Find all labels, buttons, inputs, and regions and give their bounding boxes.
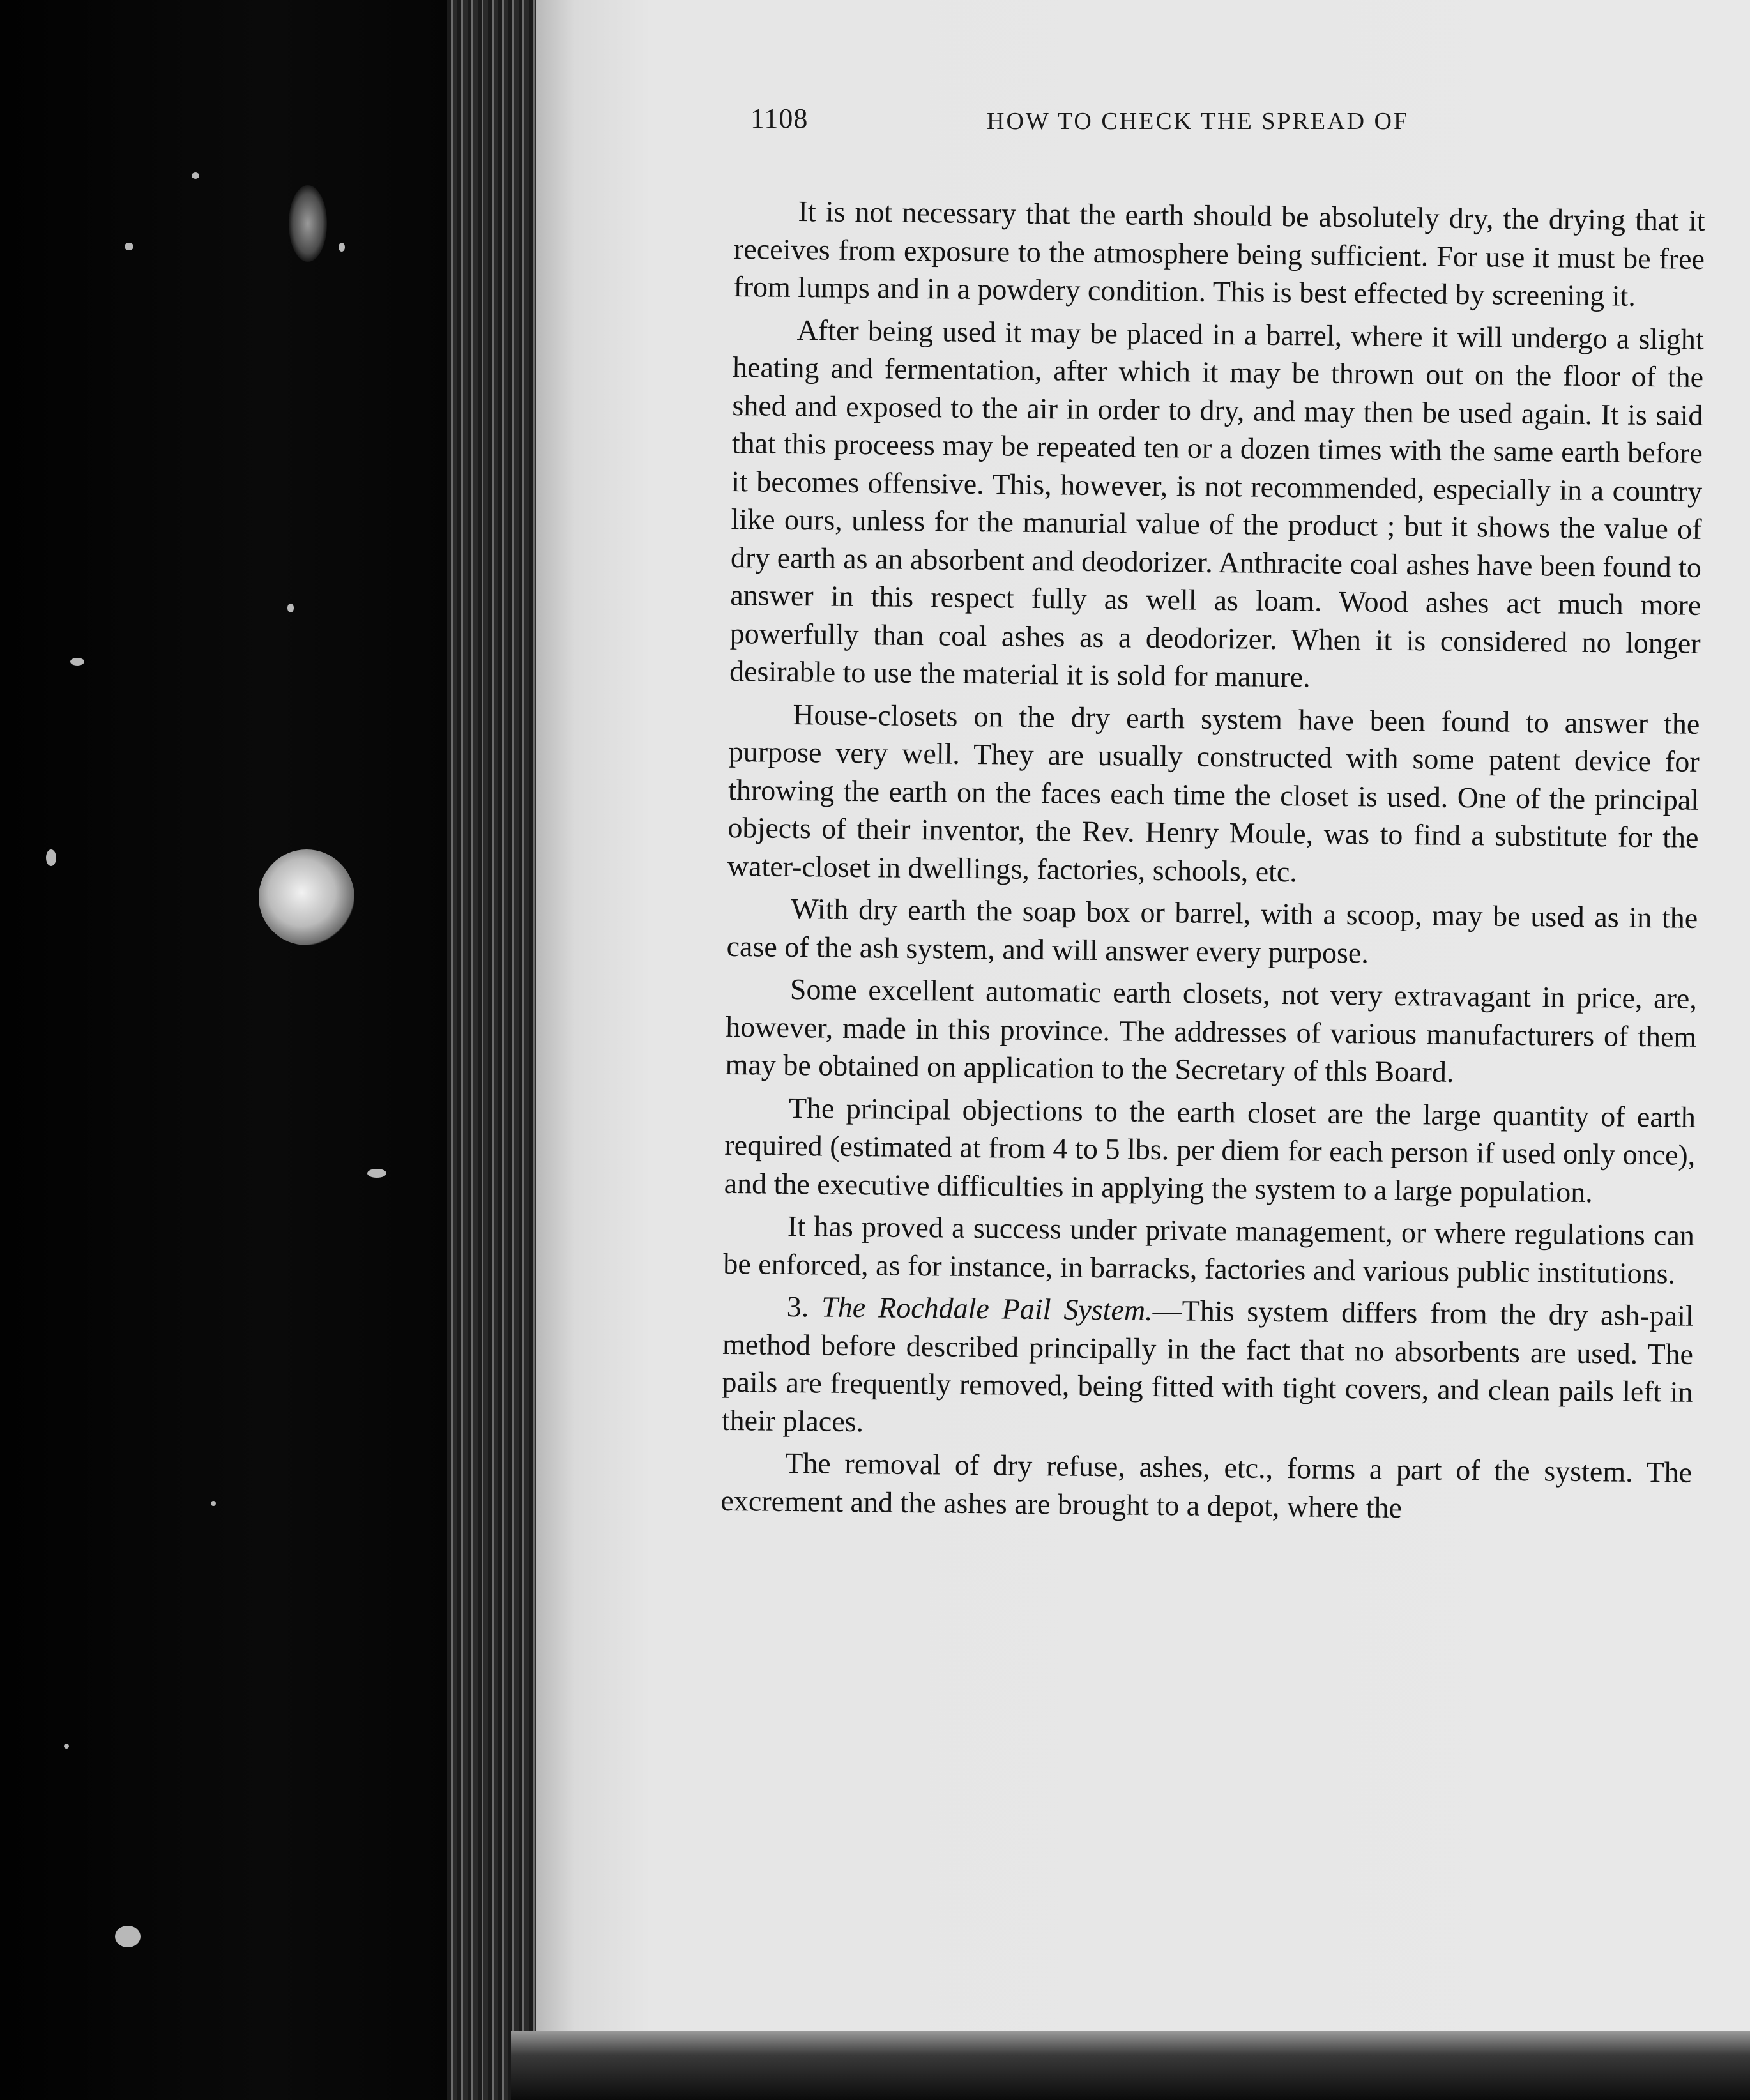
- paragraph: With dry earth the soap box or barrel, with a scoop, may be used as in the case of the ash system, and will answer every purpose.: [726, 892, 1698, 969]
- body-text: [720, 192, 1705, 1534]
- dust-speck: [367, 1169, 386, 1178]
- page-number: 1108: [750, 103, 809, 134]
- dust-speck: [64, 1744, 69, 1749]
- paragraph: It is not necessary that the earth should be absolutely dry, the drying that it receives from exposure to the atmosphere being sufficient. For use it must be free from lumps and in a powdery condition. This is best effected by screening it.: [733, 195, 1705, 312]
- paragraph: House-closets on the dry earth system have been found to answer the purpose very well. They are usually constructed with some patent device for throwing the earth on the faces each time the closet is used. One of the principal objects of their inventor, the Rev. Henry Moule, was to find a substitute for the water-closet in dwellings, factories, schools, etc.: [727, 697, 1700, 888]
- dust-speck: [192, 172, 199, 179]
- dust-speck: [339, 243, 345, 252]
- paragraph: The principal objections to the earth closet are the large quantity of earth required (estimated at from 4 to 5 lbs. per diem for each person if used only once), and the executive difficulties in applying the system to a large population.: [724, 1091, 1696, 1208]
- paragraph: It has proved a success under private management, or where regulations can be enforced, as for instance, in barracks, factories and various public institutions.: [723, 1209, 1695, 1290]
- paragraph: After being used it may be placed in a barrel, where it will undergo a slight heating and fermentation, after which it may be thrown out on the floor of the shed and exposed to the air in order to dry, and may then be used again. It is said that this proceess may be repeated ten or a dozen times with the same earth before it becomes offensive. This, however, is not recommended, especially in a country like ours, unless for the manurial value of the product ; but it shows the value of dry earth as an absorbent and deodorizer. Anthracite coal ashes have been found to answer in this respect fully as well as loam. Wood ashes act much more powerfully than coal ashes as a deodorizer. When it is considered no longer desirable to use the material it is sold for manure.: [729, 313, 1704, 694]
- dust-speck: [125, 243, 133, 250]
- dust-speck: [211, 1501, 216, 1506]
- section-number: 3.: [786, 1290, 809, 1323]
- dust-speck: [115, 1926, 141, 1947]
- dust-speck: [287, 604, 294, 612]
- book-spine-page-edges: [447, 0, 536, 2100]
- library-stamp-mark: [259, 849, 354, 945]
- paragraph: Some excellent automatic earth closets, not very extravagant in price, are, however, made in this province. The addresses of various manufacturers of them may be obtained on application to the Secretary of thls Board.: [725, 972, 1698, 1088]
- dust-speck: [70, 658, 84, 666]
- page-bottom-edge: [511, 2031, 1750, 2100]
- light-reflection: [289, 185, 327, 262]
- book-cover-board: [0, 0, 447, 2100]
- page-header: [750, 102, 1472, 147]
- section-text: —This system differs from the dry ash-pail method before described principally in the fact that no absorbents are used. The pails are frequently removed, being fitted with tight covers, and clean pails left in their places.: [721, 1293, 1694, 1438]
- paragraph: The removal of dry refuse, ashes, etc., forms a part of the system. The excrement and the ashes are brought to a depot, where the: [720, 1446, 1693, 1524]
- running-head: HOW TO CHECK THE SPREAD OF: [987, 108, 1410, 135]
- section-paragraph: [722, 1287, 1694, 1449]
- dust-speck: [46, 849, 56, 866]
- section-heading: The Rochdale Pail System.: [821, 1290, 1153, 1327]
